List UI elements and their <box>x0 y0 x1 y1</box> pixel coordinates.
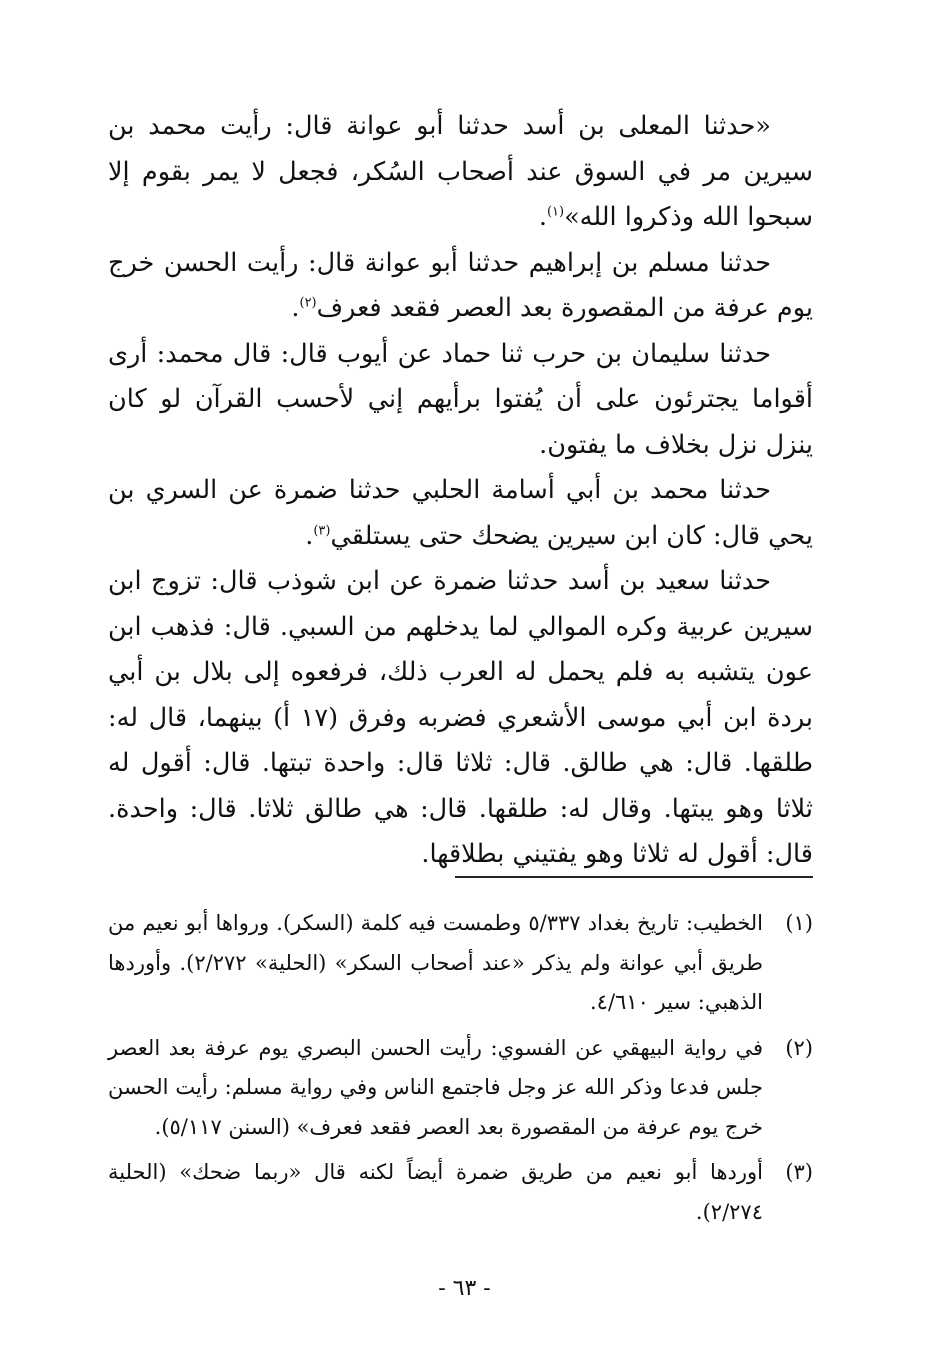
paragraph-text: حدثنا سعيد بن أسد حدثنا ضمرة عن ابن شوذب قال: تزوج ابن سيرين عربية وكره الموالي لما يدخلهم من السبي. قال: فذهب ابن عون يتشبه به فلم يحمل له العرب ذلك، فرفعوه إلى بلال بن أبي بردة ابن أبي موسى الأشعري فضربه وفرق (١٧ أ) بينهما، قال له: طلقها. قال: هي طالق. قال: ثلاثا قال: واحدة تبتها. قال: أقول له ثلاثا وهو يبتها. وقال له: طلقها. قال: هي طالق ثلاثا. قال: واحدة. قال: أقول له ثلاثا وهو يفتيني بطلاقها. <box>108 566 813 869</box>
paragraph-text: حدثنا سليمان بن حرب ثنا حماد عن أيوب قال: قال محمد: أرى أقواما يجترئون على أن يُفتوا برأيهم إني لأحسب القرآن لو كان ينزل نزل بخلاف ما يفتون. <box>108 338 813 460</box>
paragraph <box>108 104 813 241</box>
paragraph-text: «حدثنا المعلى بن أسد حدثنا أبو عوانة قال: رأيت محمد بن سيرين مر في السوق عند أصحاب السُكر، فجعل لا يمر بقوم إلا سبحوا الله وذكروا الله» <box>108 111 813 232</box>
footnote-number: (١) <box>785 911 813 935</box>
footnote-ref: (١) <box>546 204 565 220</box>
footnote-text: في رواية البيهقي عن الفسوي: رأيت الحسن البصري يوم عرفة بعد العصر جلس فدعا وذكر الله عز وجل فاجتمع الناس وفي رواية مسلم: رأيت الحسن خرج يوم عرفة من المقصورة بعد العصر فقعد فعرف» (السنن ٥/١١٧). <box>108 1035 763 1139</box>
paragraph-text: حدثنا محمد بن أبي أسامة الحلبي حدثنا ضمرة عن السري بن يحي قال: كان ابن سيرين يضحك حتى يستلقي <box>108 475 813 551</box>
paragraph <box>108 559 813 878</box>
footnote <box>108 1029 813 1148</box>
footnote <box>108 904 813 1023</box>
paragraph-text: حدثنا مسلم بن إبراهيم حدثنا أبو عوانة قال: رأيت الحسن خرج يوم عرفة من المقصورة بعد العصر فقعد فعرف <box>108 247 813 323</box>
paragraph <box>108 468 813 559</box>
footnote-divider <box>455 876 813 878</box>
main-text <box>108 104 813 878</box>
footnote-ref: (٣) <box>313 523 331 538</box>
footnote-number: (٣) <box>785 1160 813 1184</box>
footnote <box>108 1153 813 1232</box>
footnote-text: أوردها أبو نعيم من طريق ضمرة أيضاً لكنه قال «ربما ضحك» (الحلية ٢/٢٧٤). <box>108 1160 763 1224</box>
footnote-number: (٢) <box>785 1035 813 1060</box>
footnote-ref: (٢) <box>299 295 317 311</box>
footnote-text: الخطيب: تاريخ بغداد ٥/٣٣٧ وطمست فيه كلمة (السكر). ورواها أبو نعيم من طريق أبي عوانة ولم يذكر «عند أصحاب السكر» (الحلية» ٢/٢٧٢). وأوردها الذهبي: سير ٤/٦١٠. <box>108 911 764 1014</box>
footnotes <box>108 904 813 1238</box>
paragraph-end: . <box>291 293 300 323</box>
paragraph-end: . <box>538 202 547 232</box>
page-number: - ٦٣ - <box>438 1276 491 1301</box>
paragraph <box>108 241 813 332</box>
paragraph-end: . <box>305 520 314 551</box>
paragraph <box>108 332 813 469</box>
